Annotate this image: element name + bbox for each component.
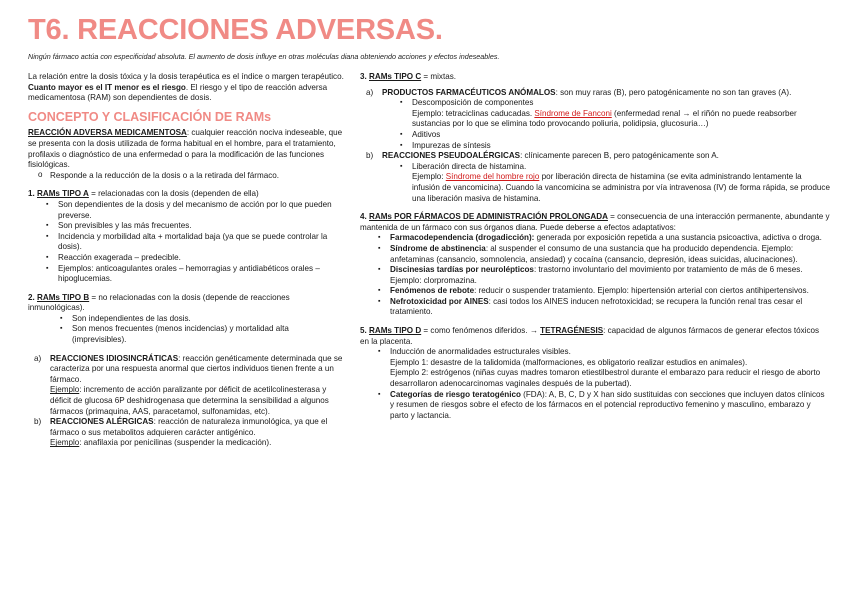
page-subtitle: Ningún fármaco actúa con especificidad absoluta. El aumento de dosis influye en otras moléculas diana obteniendo acciones y efectos indeseables.	[28, 52, 500, 61]
list-item: ▪ Descomposición de componentes Ejemplo: tetraciclinas caducadas. Síndrome de Fanconi (enfermedad renal → el riñón no puede reabsorber sustancias por lo que se elimina todo provocando poliuria, polidipsia, glucosuria…)	[382, 98, 830, 130]
right-column	[360, 72, 830, 421]
list-item: ▪ Son previsibles y las más frecuentes.	[28, 221, 344, 232]
list-item: ▪ Son dependientes de la dosis y del mecanismo de acción por lo que pueden preverse.	[28, 200, 344, 221]
tipo-b-list	[28, 314, 344, 346]
hombre-rojo-link[interactable]: Síndrome del hombre rojo	[445, 172, 540, 182]
list-item: ▪ Aditivos	[382, 130, 830, 141]
left-column	[28, 72, 344, 449]
fanconi-link[interactable]: Síndrome de Fanconi	[534, 108, 612, 118]
ram-definition-sublist	[28, 171, 344, 182]
prolongada-heading: 4. RAMs POR FÁRMACOS DE ADMINISTRACIÓN PROLONGADA = consecuencia de una interacción permanente, abundante y mantenida de un fármaco con sus órganos diana. Puede deberse a efectos adaptativos:	[360, 212, 830, 232]
list-item: ▪ Son independientes de las dosis.	[28, 314, 344, 325]
pseudoalergicas-block: b) REACCIONES PSEUDOALÉRGICAS: clínicamente parecen B, pero patogénicamente son A. ▪ Liberación directa de histamina. Ejemplo: Síndrome del hombre rojo por liberación directa de histamina (se evita administrando lentamente la infusión de vancomicina). Cuando la vancomicina se administra por vía intravenosa (IV) de forma rápida, se produce una liberación masiva de histamina.	[360, 151, 830, 204]
list-item: ▪ Ejemplos: anticoagulantes orales – hemorragias y antidiabéticos orales – hipoglucemias.	[28, 264, 344, 285]
tipo-a-heading: 1. RAMs TIPO A = relacionadas con la dosis (dependen de ella)	[28, 189, 259, 199]
tipo-d-list	[360, 347, 830, 421]
idiosincraticas-block: a) REACCIONES IDIOSINCRÁTICAS: reacción genéticamente determinada que se caracteriza por una respuesta anormal que ciertos individuos tienen frente a un fármaco. Ejemplo: incremento de acción paralizante por déficit de acetilcolinesterasa y déficit de glucosa 6P deshidrogenasa que determina la sensibilidad a algunos fármacos (primaquina, AAS, paracetamol, sulfonamidas, etc).	[34, 353, 343, 416]
list-item: ▪ Inducción de anormalidades estructurales visibles. Ejemplo 1: desastre de la talidomida (malformaciones, es obligatorio realizar estudios en animales). Ejemplo 2: estrógenos (niñas cuyas madres tomaron etiestilbestrol durante el embarazo para reducir el riesgo de aborto desarrollaron adenocarcinomas vaginales después de la pubertad).	[360, 347, 830, 389]
productos-anomalos-block: a) PRODUCTOS FARMACÉUTICOS ANÓMALOS: son muy raras (B), pero patogénicamente no son tan graves (A). ▪ Descomposición de componentes Ejemplo: tetraciclinas caducadas. Síndrome de Fanconi (enfermedad renal → el riñón no puede reabsorber sustancias por lo que se elimina todo provocando poliuria, polidipsia, glucosuria…) ▪ Aditivos ▪ Impurezas de síntesis	[360, 88, 830, 152]
list-item: ▪ Impurezas de síntesis	[382, 141, 830, 152]
tipo-c-heading: 3. RAMs TIPO C = mixtas.	[360, 72, 457, 81]
prolongada-list	[360, 233, 830, 318]
list-item: ▪ Discinesias tardías por neurolépticos: trastorno involuntario del movimiento por tratamiento de más de 6 meses. Ejemplo: clorpromazina.	[360, 265, 830, 286]
section-heading: CONCEPTO Y CLASIFICACIÓN DE RAMs	[28, 109, 272, 124]
list-item: ▪ Síndrome de abstinencia: al suspender el consumo de una sustancia que ha producido dependencia. Ejemplo: anfetaminas (cansancio, somnolencia, ansiedad) y cocaína (cansancio, depresión, ideas suicidas, alucinaciones).	[360, 244, 830, 265]
tipo-d-heading: 5. RAMs TIPO D = como fenómenos diferidos. → TETRAGÉNESIS: capacidad de algunos fármacos de generar efectos tóxicos en la placenta.	[360, 326, 820, 346]
intro-paragraph: La relación entre la dosis tóxica y la dosis terapéutica es el índice o margen terapéutico. Cuanto mayor es el IT menor es el riesgo. El riesgo y el tipo de reacción adversa medicamentosa (RAM) son dependientes de dosis.	[28, 72, 344, 103]
list-item: ▪ Farmacodependencia (drogadicción): generada por exposición repetida a una sustancia psicoactiva, adictiva o droga.	[360, 233, 830, 244]
list-item: ▪ Nefrotoxicidad por AINES: casi todos los AINES inducen nefrotoxicidad; se recupera la función renal tras cesar el tratamiento.	[360, 297, 830, 318]
page-title: T6. REACCIONES ADVERSAS.	[28, 14, 443, 46]
list-item: ▪ Liberación directa de histamina. Ejemplo: Síndrome del hombre rojo por liberación directa de histamina (se evita administrando lentamente la infusión de vancomicina). Cuando la vancomicina se administra por vía intravenosa (IV) de forma rápida, se produce una liberación masiva de histamina.	[382, 162, 830, 204]
list-item: ▪ Reacción exagerada – predecible.	[28, 253, 344, 264]
list-item: ▪ Categorías de riesgo teratogénico (FDA): A, B, C, D y X han sido sustituidas con secciones que incluyen datos clínicos y resumen de riesgos sobre el efecto de los fármacos en el potencial reproductivo femenino y masculino, embarazo y parto y lactancia.	[360, 390, 830, 422]
list-item: ▪ Fenómenos de rebote: reducir o suspender tratamiento. Ejemplo: hipertensión arterial con ciertos antihipertensivos.	[360, 286, 830, 297]
list-item: o Responde a la reducción de la dosis o a la retirada del fármaco.	[28, 171, 344, 182]
tipo-a-list	[28, 200, 344, 285]
ram-definition: REACCIÓN ADVERSA MEDICAMENTOSA: cualquier reacción nociva indeseable, que se presenta con la dosis utilizada de forma habitual en el hombre, para el tratamiento, profilaxis o diagnóstico de una enfermedad o para la modificación de las funciones fisiológicas.	[28, 128, 343, 170]
alergicas-block: b) REACCIONES ALÉRGICAS: reacción de naturaleza inmunológica, ya que el fármaco o sus metabolitos adquieren carácter antigénico. Ejemplo: anafilaxia por penicilinas (suspender la medicación).	[34, 417, 328, 448]
list-item: ▪ Incidencia y morbilidad alta + mortalidad baja (ya que se puede controlar la dosis).	[28, 232, 344, 253]
tipo-b-heading: 2. RAMs TIPO B = no relacionadas con la dosis (depende de reacciones inmunológicas).	[28, 292, 290, 313]
list-item: ▪ Son menos frecuentes (menos incidencias) y mortalidad alta (imprevisibles).	[28, 324, 344, 345]
